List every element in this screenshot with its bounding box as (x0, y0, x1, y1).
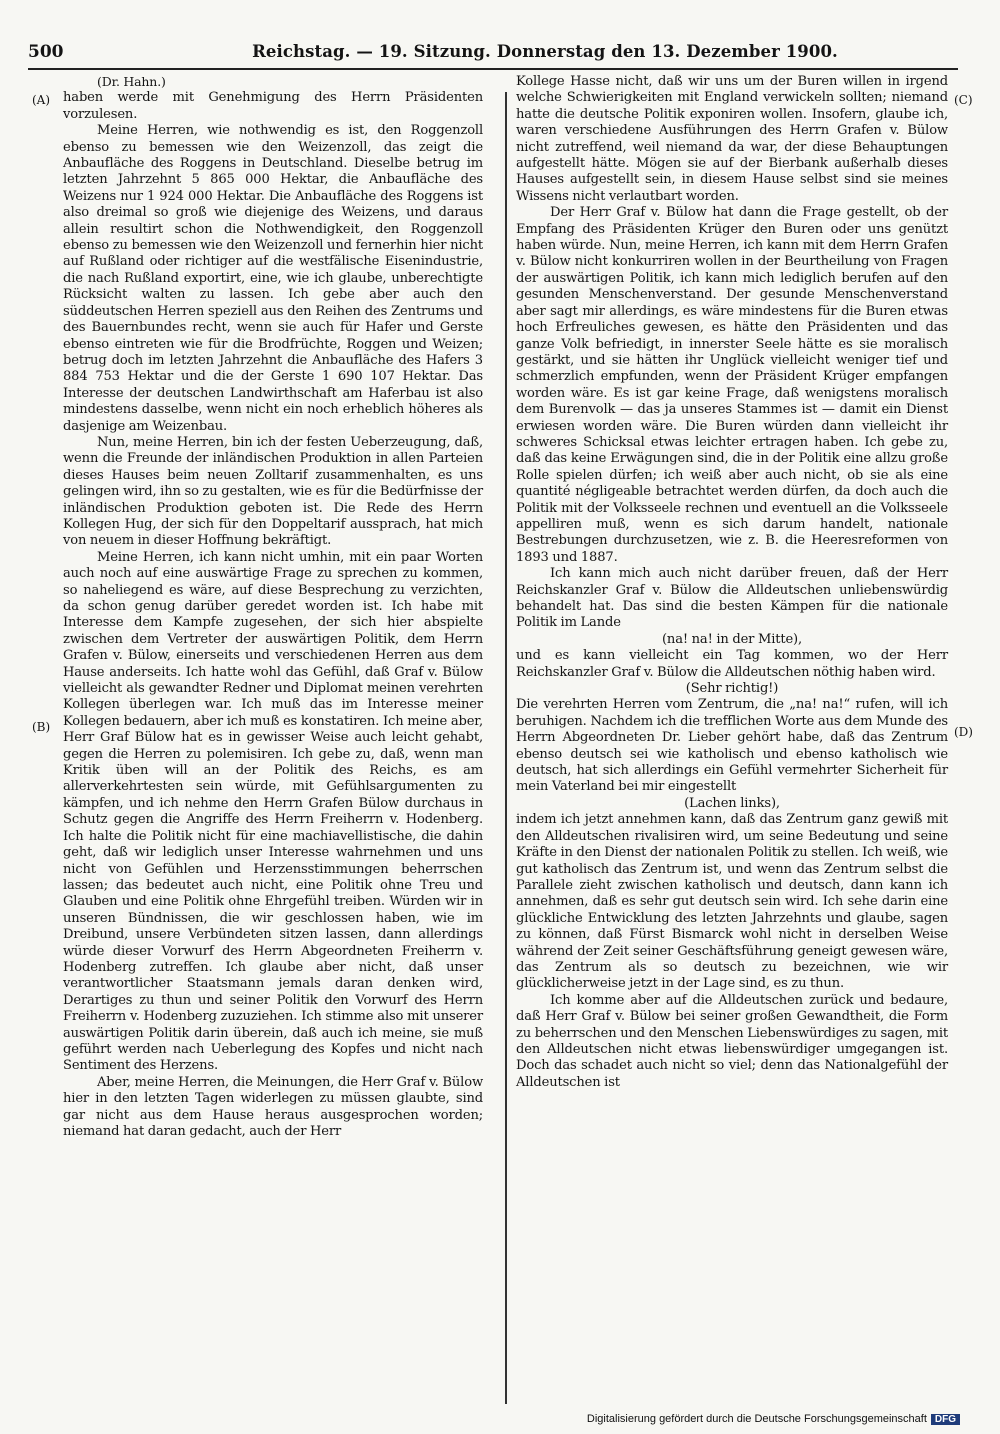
speaker-label: (Dr. Hahn.) (97, 74, 166, 89)
paragraph: Kollege Hasse nicht, daß wir uns um der Buren willen in irgend welche Schwierigkeiten mit England verwickeln sollten; niemand hatte die deutsche Politik exponiren wollen. Insofern, glaube ich, waren verschiedene Ausführungen des Herrn Grafen v. Bülow nicht zutreffend, weil niemand da war, der diese Behauptungen aufgestellt hätte. Mögen sie auf der Bierbank außerhalb dieses Hauses aufgestellt sein, in diesem Hause selbst sind sie meines Wissens nicht verlautbart worden. (516, 74, 948, 204)
right-column (516, 74, 948, 1091)
interjection: (Sehr richtig!) (685, 681, 779, 697)
paragraph: Die verehrten Herren vom Zentrum, die „na! na!“ rufen, will ich beruhigen. Nachdem ich die trefflichen Worte aus dem Munde des Herrn Abgeordneten Dr. Lieber gehört habe, daß das Zentrum ebenso deutsch sei wie katholisch und ebenso katholisch wie deutsch, hat sich allerdings ein Gefühl vermehrter Sicherheit für mein Vaterland bei mir eingestellt (516, 697, 948, 795)
digitization-credit-text: Digitalisierung gefördert durch die Deutsche Forschungsgemeinschaft (586, 1413, 927, 1425)
margin-marker-b: (B) (32, 720, 51, 734)
paragraph: Meine Herren, ich kann nicht umhin, mit ein paar Worten auch noch auf eine auswärtige Frage zu sprechen zu kommen, so naheliegend es wäre, auf diese Besprechung zu verzichten, da schon genug darüber geredet worden ist. Ich habe mit Interesse dem Kampfe zugesehen, der sich hier abspielte zwischen dem Vertreter der auswärtigen Politik, dem Herrn Grafen v. Bülow, einerseits und verschiedenen Herren aus dem Hause anderseits. Ich hatte wohl das Gefühl, daß Graf v. Bülow vielleicht als gewandter Redner und Diplomat meinen verehrten Kollegen überlegen war. Ich muß das im Interesse meiner Kollegen bedauern, aber ich muß es konstatiren. Ich meine aber, Herr Graf Bülow hat es in gewisser Weise auch leicht gehabt, gegen die Herren zu polemisiren. Ich gebe zu, daß, wenn man Kritik üben will an der Politik des Reichs, es am allerverkehrtesten sein würde, mit Gefühlsargumenten zu kämpfen, und ich nehme den Herrn Grafen Bülow durchaus in Schutz gegen die Angriffe des Herrn Freiherrn v. Hodenberg. Ich halte die Politik nicht für eine machiavellistische, die dahin geht, daß wir lediglich unser Interesse wahrnehmen und uns nicht von Gefühlen und Herzensstimmungen beherrschen lassen; das bedeutet auch nicht, eine Politik ohne Treu und Glauben und eine Politik ohne Ehrgefühl treiben. Würden wir in unseren Bündnissen, die wir geschlossen haben, wie im Dreibund, unsere Verbündeten sitzen lassen, dann allerdings würde dieser Vorwurf des Herrn Abgeordneten Freiherrn v. Hodenberg zutreffen. Ich glaube aber nicht, daß unser verantwortlicher Staatsmann jemals daran denken wird, Derartiges zu thun und seiner Politik den Vorwurf des Herrn Freiherrn v. Hodenberg zuzuziehen. Ich stimme also mit unserer auswärtigen Politik darin überein, daß auch ich meine, sie muß geführt werden nach Ueberlegung des Kopfes und nicht nach Sentiment des Herzens. (63, 549, 483, 1074)
paragraph: und es kann vielleicht ein Tag kommen, wo der Herr Reichskanzler Graf v. Bülow die Alldeutschen nöthig haben wird. (516, 648, 948, 680)
paragraph: Meine Herren, wie nothwendig es ist, den Roggenzoll ebenso zu bemessen wie den Weizenzoll, das zeigt die Anbaufläche des Roggens in Deutschland. Dieselbe betrug im letzten Jahrzehnt 5 865 000 Hektar, die Anbaufläche des Weizens nur 1 924 000 Hektar. Die Anbaufläche des Roggens ist also dreimal so groß wie diejenige des Weizens, und daraus allein resultirt schon die Nothwendigkeit, den Roggenzoll ebenso zu bemessen wie den Weizenzoll und fernerhin hier nicht auf Rußland oder richtiger auf die westfälische Eisenindustrie, die nach Rußland exportirt, eine, wie ich glaube, unberechtigte Rücksicht walten zu lassen. Ich gebe aber auch den süddeutschen Herren speziell aus den Reihen des Zentrums und des Bauernbundes recht, wenn sie auch für Hafer und Gerste ebenso eintreten wie für die Brodfrüchte, Roggen und Weizen; betrug doch im letzten Jahrzehnt die Anbaufläche des Hafers 3 884 753 Hektar und die der Gerste 1 690 107 Hektar. Das Interesse der deutschen Landwirthschaft am Haferbau ist also mindestens dasselbe, wenn nicht ein noch erheblich höheres als dasjenige am Weizenbau. (63, 123, 483, 434)
paragraph: Ich komme aber auf die Alldeutschen zurück und bedaure, daß Herr Graf v. Bülow bei seiner großen Gewandtheit, die Form zu beherrschen und den Menschen Liebenswürdiges zu sagen, mit den Alldeutschen nicht etwas liebenswürdiger umgegangen ist. Doch das schadet auch nicht so viel; denn das Nationalgefühl der Alldeutschen ist (516, 992, 948, 1090)
margin-marker-c: (C) (954, 93, 973, 107)
paragraph: Nun, meine Herren, bin ich der festen Ueberzeugung, daß, wenn die Freunde der inländischen Produktion in allen Parteien dieses Hauses beim neuen Zolltarif zusammenhalten, es uns gelingen wird, ihn so zu gestalten, wie es für die Bedürfnisse der inländischen Produktion geboten ist. Die Rede des Herrn Kollegen Hug, der sich für den Doppeltarif aussprach, hat mich von neuem in dieser Hoffnung bekräftigt. (63, 434, 483, 549)
paragraph: indem ich jetzt annehmen kann, daß das Zentrum ganz gewiß mit den Alldeutschen rivalisiren wird, um seine Bedeutung und seine Kräfte in den Dienst der nationalen Politik zu stellen. Ich weiß, wie gut katholisch das Zentrum ist, und wenn das Zentrum selbst die Parallele zieht zwischen katholisch und deutsch, dann kann ich annehmen, daß es sehr gut deutsch sein wird. Ich sehe darin eine glückliche Entwicklung des letzten Jahrzehnts und glaube, sagen zu können, daß Fürst Bismarck wohl nicht in derselben Weise während der Zeit seiner Geschäftsführung geneigt gewesen wäre, das Zentrum als so deutsch zu bezeichnen, wie wir glücklicherweise jetzt in der Lage sind, es zu thun. (516, 812, 948, 992)
digitization-credit (587, 1413, 960, 1425)
left-column (63, 74, 483, 1140)
page-header-title: Reichstag. — 19. Sitzung. Donnerstag den 13. Dezember 1900. (252, 42, 838, 61)
paragraph: Ich kann mich auch nicht darüber freuen, daß der Herr Reichskanzler Graf v. Bülow die Alldeutschen unliebenswürdig behandelt hat. Das sind die besten Kämpen für die nationale Politik im Lande (516, 566, 948, 631)
paragraph: Der Herr Graf v. Bülow hat dann die Frage gestellt, ob der Empfang des Präsidenten Krüger den Buren oder uns genützt haben würde. Nun, meine Herren, ich kann mit dem Herrn Grafen v. Bülow nicht konkurriren wollen in der Beurtheilung von Fragen der auswärtigen Politik, ich kann mich lediglich berufen auf den gesunden Menschenverstand. Der gesunde Menschenverstand aber sagt mir allerdings, es wäre mindestens für die Buren etwas hoch Erfreuliches gewesen, es hätte den Präsidenten und das ganze Volk befriedigt, in innerster Seele hätte es sie moralisch gestärkt, und sie hätten ihr Unglück vielleicht weniger tief und schmerzlich empfunden, wenn der Präsident Krüger empfangen worden wäre. Es ist gar keine Frage, daß wenigstens moralisch dem Burenvolk — das ja unseres Stammes ist — damit ein Dienst erwiesen worden wäre. Die Buren würden dann vielleicht ihr schweres Schicksal etwas leichter ertragen haben. Ich gebe zu, daß das keine Erwägungen sind, die in der Politik eine allzu große Rolle spielen dürfen; ich weiß aber auch nicht, ob sie als eine quantité négligeable betrachtet werden dürfen, da doch auch die Politik mit der Volksseele rechnen und eventuell an die Volksseele appelliren muß, wenn es sich darum handelt, nationale Bestrebungen durchzusetzen, wie z. B. die Heeresreformen von 1893 und 1887. (516, 205, 948, 565)
column-divider (505, 92, 507, 1404)
paragraph: Aber, meine Herren, die Meinungen, die Herr Graf v. Bülow hier in den letzten Tagen widerlegen zu müssen glaubte, sind gar nicht aus dem Hause heraus ausgesprochen worden; niemand hat daran gedacht, auch der Herr (63, 1074, 483, 1139)
margin-marker-a: (A) (32, 93, 51, 107)
header-rule (28, 68, 958, 70)
interjection: (Lachen links), (684, 795, 780, 811)
page-number: 500 (28, 42, 64, 62)
margin-marker-d: (D) (954, 725, 973, 739)
interjection: (na! na! in der Mitte), (661, 631, 803, 647)
dfg-logo: DFG (931, 1414, 960, 1425)
paragraph: haben werde mit Genehmigung des Herrn Präsidenten vorzulesen. (63, 90, 483, 122)
